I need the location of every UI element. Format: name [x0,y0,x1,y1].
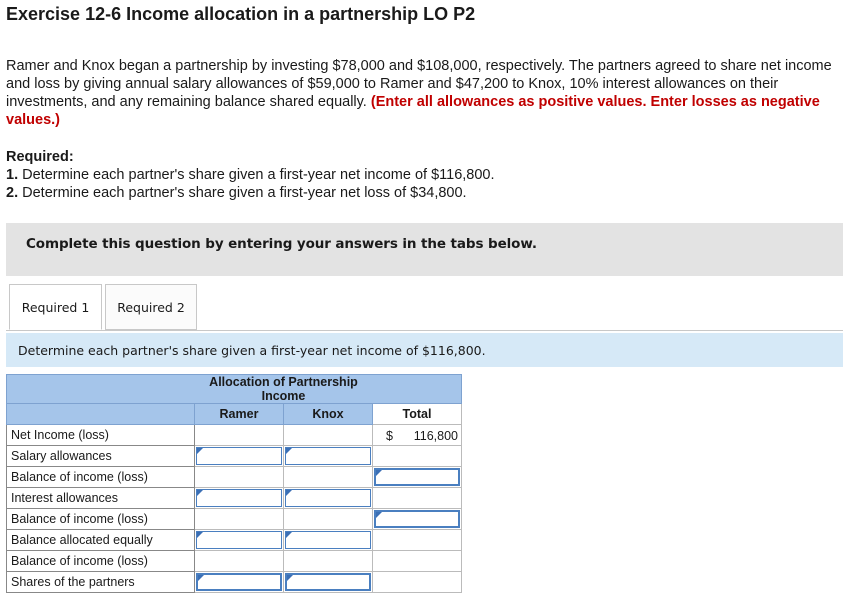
required-item-2: 2. Determine each partner's share given a first-year net loss of $34,800. [6,185,467,201]
total-balance-1-input[interactable] [374,468,460,486]
col-ramer: Ramer [195,404,284,425]
table-row: Interest allowances [7,488,462,509]
col-total: Total [373,404,462,425]
instruction-bar [6,333,843,367]
knox-interest-input[interactable] [285,489,371,507]
required-heading: Required: [6,149,74,165]
total-net-income: $ 116,800 [373,425,462,446]
required-item-1: 1. Determine each partner's share given a first-year net income of $116,800. [6,167,495,183]
required-section [6,148,495,202]
knox-salary-input[interactable] [285,447,371,465]
complete-banner [6,223,843,276]
table-row: Salary allowances [7,446,462,467]
tab-divider [6,330,843,331]
tab-required-1[interactable]: Required 1 [9,284,102,330]
allocation-table [6,374,462,593]
intro-text: Ramer and Knox began a partnership by investing $78,000 and $108,000, respectively. The partners agreed to share net income and loss by giving annual salary allowances of $59,000 to Ramer and $47,200 to Knox, 10% interest allowances on their investments, and any remaining balance shared equally. [6,58,832,110]
ramer-equal-input[interactable] [196,531,282,549]
table-row: Balance allocated equally [7,530,462,551]
table-row: Shares of the partners [7,572,462,593]
instruction-text: Determine each partner's share given a first-year net income of $116,800. [18,343,486,358]
ramer-salary-input[interactable] [196,447,282,465]
col-knox: Knox [284,404,373,425]
page-title: Exercise 12-6 Income allocation in a partnership LO P2 [6,4,476,24]
tab-required-2[interactable]: Required 2 [105,284,197,330]
complete-prompt: Complete this question by entering your answers in the tabs below. [26,236,537,252]
table-caption: Allocation of Partnership Income [195,375,373,404]
table-row: Balance of income (loss) [7,551,462,572]
ramer-interest-input[interactable] [196,489,282,507]
knox-share-input[interactable] [285,573,371,591]
knox-equal-input[interactable] [285,531,371,549]
table-row: Net Income (loss) $ 116,800 [7,425,462,446]
table-row: Balance of income (loss) [7,467,462,488]
table-row: Balance of income (loss) [7,509,462,530]
ramer-share-input[interactable] [196,573,282,591]
intro-note: (Enter all allowances as positive values. Enter losses as negative values.) [6,94,820,128]
table-caption-spacer [7,375,195,404]
total-balance-2-input[interactable] [374,510,460,528]
problem-intro [6,57,836,129]
